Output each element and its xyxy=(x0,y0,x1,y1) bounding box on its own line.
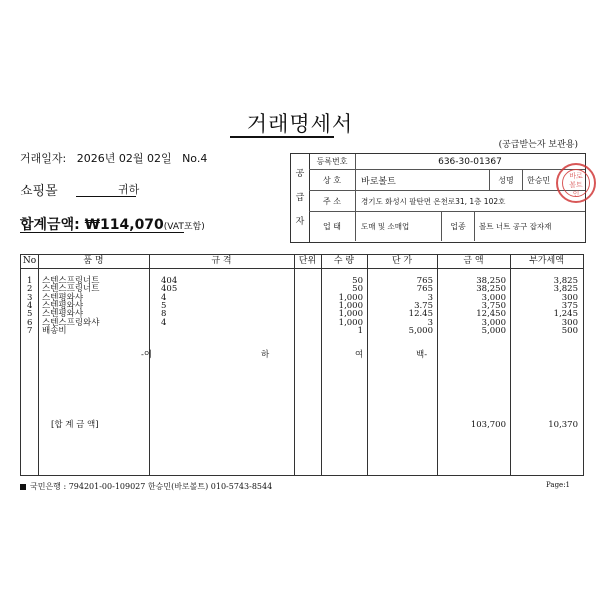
below-marker: 여 xyxy=(355,350,364,360)
reg-no-label: 등록번호 xyxy=(309,154,356,169)
row-price: 3 xyxy=(427,317,433,328)
row-spec: 4 xyxy=(161,317,167,328)
business-type: 도매 및 소매업 xyxy=(361,222,410,231)
row-qty: 50 xyxy=(352,276,363,286)
page-number: Page:1 xyxy=(546,481,571,489)
stamp-text: 볼트 xyxy=(569,181,583,189)
row-no: 1 xyxy=(27,276,33,286)
row-no: 7 xyxy=(27,325,33,336)
copy-note: (공급받는자 보관용) xyxy=(498,140,578,150)
row-price: 3.75 xyxy=(414,300,433,311)
trade-date-line xyxy=(20,150,207,166)
business-category: 볼트 너트 공구 잡자재 xyxy=(479,222,552,231)
page-title: 거래명세서 xyxy=(246,112,354,136)
stamp-text: 인 xyxy=(572,190,580,198)
row-vat: 3,825 xyxy=(553,276,578,286)
row-amount: 5,000 xyxy=(481,325,506,336)
column-divider xyxy=(38,255,39,475)
row-vat: 3,825 xyxy=(553,284,578,295)
row-qty: 1,000 xyxy=(338,317,363,328)
header-amount: 금 액 xyxy=(463,256,484,266)
supplier-row-reg xyxy=(309,154,585,170)
row-price: 12.45 xyxy=(408,309,433,320)
row-price: 3 xyxy=(427,292,433,303)
row-spec: 5 xyxy=(161,300,167,311)
row-amount: 3,750 xyxy=(481,300,506,311)
row-name: 스텐스프링와샤 xyxy=(42,317,100,328)
header-no: No xyxy=(22,256,37,266)
row-qty: 50 xyxy=(352,284,363,295)
supplier-box xyxy=(290,153,586,243)
row-no: 6 xyxy=(27,317,33,328)
customer-suffix: 귀하 xyxy=(118,183,140,196)
column-divider xyxy=(149,255,150,475)
address-label: 주 소 xyxy=(309,191,356,211)
sum-label: [합 계 금 액] xyxy=(51,420,99,430)
items-table-header xyxy=(21,255,583,269)
supplier-side-label xyxy=(291,154,310,242)
row-no: 2 xyxy=(27,284,33,295)
customer-name: 쇼핑몰 xyxy=(20,184,58,199)
header-vat: 부가세액 xyxy=(529,256,564,266)
company-label: 상 호 xyxy=(309,170,356,190)
stamp-text: 바로 xyxy=(569,172,583,180)
row-name: 스텐평와샤 xyxy=(42,300,84,311)
address: 경기도 화성시 팔탄면 온천로31, 1층 102호 xyxy=(361,196,506,206)
row-name: 스텐스프링너트 xyxy=(42,284,100,295)
company-name: 바로볼트 xyxy=(361,176,396,187)
category-label: 업종 xyxy=(441,212,475,241)
title-underline xyxy=(230,136,334,138)
supplier-side-char: 자 xyxy=(295,217,305,227)
owner-name-label: 성명 xyxy=(489,170,523,190)
column-divider xyxy=(294,255,295,475)
row-vat: 300 xyxy=(561,292,578,303)
row-price: 765 xyxy=(416,284,433,295)
header-price: 단 가 xyxy=(391,256,413,266)
row-amount: 3,000 xyxy=(481,317,506,328)
supplier-row-business xyxy=(309,212,585,241)
row-amount: 38,250 xyxy=(476,276,506,286)
trade-date-label: 거래일자: xyxy=(20,152,67,165)
header-spec: 규 격 xyxy=(211,256,232,266)
row-spec: 4 xyxy=(161,292,167,303)
total-underline xyxy=(20,232,184,233)
supplier-row-company xyxy=(309,170,585,191)
row-qty: 1,000 xyxy=(338,292,363,303)
owner-name: 한승민 xyxy=(527,175,551,185)
company-seal-stamp xyxy=(556,163,596,203)
row-price: 5,000 xyxy=(408,325,433,336)
header-qty: 수 량 xyxy=(333,256,355,266)
row-name: 스텐평와샤 xyxy=(42,309,84,320)
supplier-row-address xyxy=(309,191,585,212)
row-no: 3 xyxy=(27,292,33,303)
row-vat: 300 xyxy=(561,317,578,328)
row-amount: 38,250 xyxy=(476,284,506,295)
doc-number: No.4 xyxy=(182,152,208,165)
reg-no: 636-30-01367 xyxy=(438,156,502,167)
header-name: 품 명 xyxy=(83,256,104,266)
items-table xyxy=(20,254,584,476)
below-marker: -이 xyxy=(141,350,153,360)
total-vat-note: (VAT포함) xyxy=(163,222,205,232)
row-amount: 3,000 xyxy=(481,292,506,303)
sum-vat: 10,370 xyxy=(548,420,578,430)
row-amount: 12,450 xyxy=(476,309,506,320)
row-name: 배송비 xyxy=(42,325,67,336)
row-vat: 1,245 xyxy=(553,309,578,320)
row-qty: 1 xyxy=(357,325,363,336)
bank-info: 국민은행 : 794201-00-109027 한승민(바로볼트) 010-5743-8544 xyxy=(30,482,273,491)
row-name: 스텐스프링너트 xyxy=(42,276,100,286)
row-name: 스텐평와샤 xyxy=(42,292,84,303)
row-price: 765 xyxy=(416,276,433,286)
row-vat: 375 xyxy=(561,300,578,311)
row-spec: 8 xyxy=(161,309,167,320)
row-qty: 1,000 xyxy=(338,300,363,311)
below-marker: 하 xyxy=(261,350,270,360)
below-marker: 백- xyxy=(416,350,428,360)
total-amount: ₩114,070 xyxy=(84,217,164,233)
total-amount-line xyxy=(20,214,205,234)
footer-bullet-icon xyxy=(20,484,26,490)
row-vat: 500 xyxy=(561,325,578,336)
row-spec: 404 xyxy=(161,276,178,286)
trade-date: 2026년 02월 02일 xyxy=(76,152,172,165)
business-label: 업 태 xyxy=(309,212,356,241)
row-no: 5 xyxy=(27,309,33,320)
row-no: 4 xyxy=(27,300,33,311)
sum-amount: 103,700 xyxy=(470,420,506,430)
header-unit: 단위 xyxy=(298,256,317,266)
supplier-side-char: 급 xyxy=(295,193,305,203)
row-spec: 405 xyxy=(161,284,178,295)
row-qty: 1,000 xyxy=(338,309,363,320)
supplier-side-char: 공 xyxy=(295,169,305,179)
total-label: 합계금액: xyxy=(20,217,80,233)
